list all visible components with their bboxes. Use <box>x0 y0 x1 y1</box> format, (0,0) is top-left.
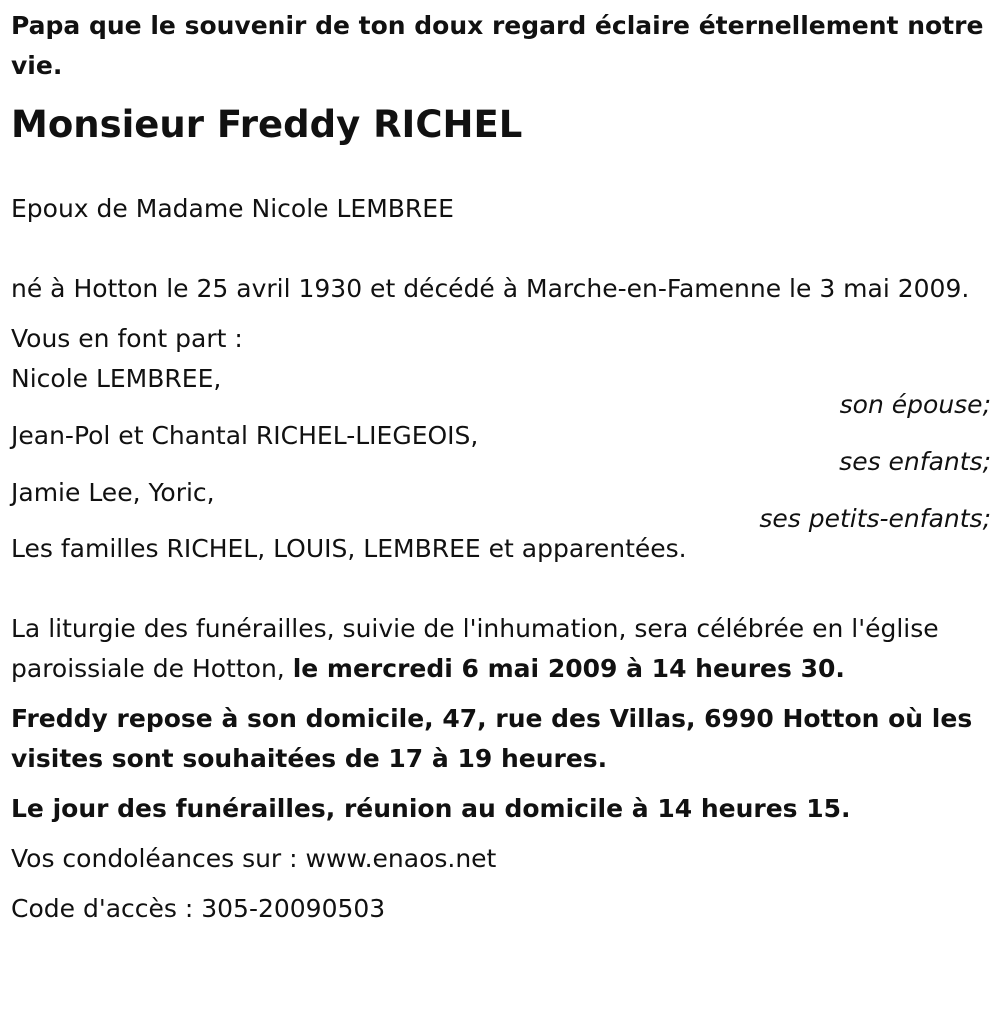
spouse-line: Epoux de Madame Nicole LEMBREE <box>11 194 454 223</box>
memorial-motto: Papa que le souvenir de ton doux regard éclaire éternellement notre vie. <box>11 11 984 80</box>
family-list <box>11 359 991 532</box>
gathering-paragraph: Le jour des funérailles, réunion au domicile à 14 heures 15. <box>11 794 851 823</box>
liturgy-paragraph <box>11 609 991 689</box>
liturgy-text: La liturgie des funérailles, suivie de l'inhumation, sera célébrée en l'église paroissiale de Hotton, <box>11 614 939 683</box>
birth-death-line: né à Hotton le 25 avril 1930 et décédé à Marche-en-Famenne le 3 mai 2009. <box>11 274 970 303</box>
obituary-notice <box>11 0 991 929</box>
condolences-line: Vos condoléances sur : www.enaos.net <box>11 844 497 873</box>
families-line: Les familles RICHEL, LOUIS, LEMBREE et apparentées. <box>11 534 687 563</box>
visitation-paragraph: Freddy repose à son domicile, 47, rue des Villas, 6990 Hotton où les visites sont souhaitées de 17 à 19 heures. <box>11 704 973 773</box>
liturgy-datetime: le mercredi 6 mai 2009 à 14 heures 30. <box>292 654 845 683</box>
deceased-name: Monsieur Freddy RICHEL <box>11 103 523 146</box>
access-code-line: Code d'accès : 305-20090503 <box>11 894 386 923</box>
family-member-names: Nicole LEMBREE, <box>11 364 222 393</box>
announce-intro: Vous en font part : <box>11 324 243 353</box>
family-member-relation: son épouse; <box>839 390 991 419</box>
family-member-relation: ses petits-enfants; <box>759 504 991 533</box>
family-member-names: Jamie Lee, Yoric, <box>11 478 215 507</box>
family-member-relation: ses enfants; <box>839 447 991 476</box>
family-member-names: Jean-Pol et Chantal RICHEL-LIEGEOIS, <box>11 421 479 450</box>
